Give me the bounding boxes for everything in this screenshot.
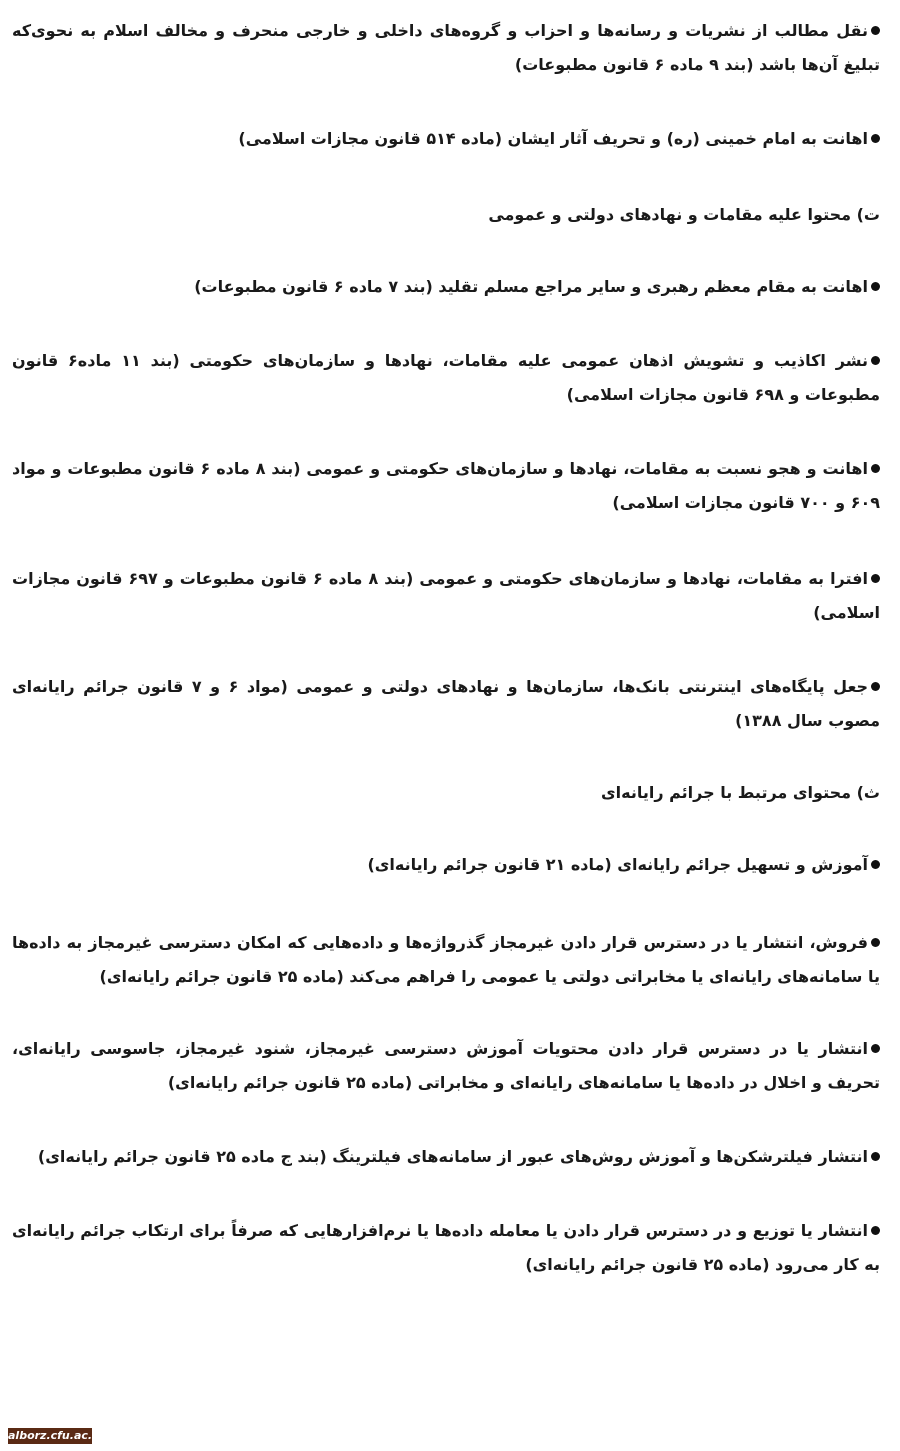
bullet-paragraph-11 [12, 1140, 880, 1174]
paragraph-text: جعل پایگاه‌های اینترنتی بانک‌ها، سازمان‌ها و نهادهای دولتی و عمومی (مواد ۶ و ۷ قانون جرائم رایانه‌ای مصوب سال ۱۳۸۸) [12, 677, 880, 730]
bullet-paragraph-5 [12, 452, 880, 520]
bullet-paragraph-2 [12, 122, 880, 156]
bullet-icon [871, 1226, 880, 1235]
bullet-icon [871, 26, 880, 35]
bullet-icon [871, 1152, 880, 1161]
bullet-paragraph-6 [12, 562, 880, 630]
bullet-paragraph-3 [12, 270, 880, 304]
bullet-icon [871, 1044, 880, 1053]
heading-text: ث) محتوای مرتبط با جرائم رایانه‌ای [600, 783, 880, 802]
logo-text: alborz.cfu.ac.ir [8, 1429, 102, 1442]
bullet-icon [871, 574, 880, 583]
paragraph-text: اهانت و هجو نسبت به مقامات، نهادها و سازمان‌های حکومتی و عمومی (بند ۸ ماده ۶ قانون مطبوعات و مواد ۶۰۹ و ۷۰۰ قانون مجازات اسلامی) [12, 459, 880, 512]
paragraph-text: فروش، انتشار یا در دسترس قرار دادن غیرمجاز گذرواژه‌ها و داده‌هایی که امکان دسترسی غیرمجاز به داده‌ها یا سامانه‌های رایانه‌ای یا مخابراتی دولتی یا عمومی را فراهم می‌کند (ماده ۲۵ قانون جرائم رایانه‌ای) [12, 933, 880, 986]
paragraph-text: افترا به مقامات، نهادها و سازمان‌های حکومتی و عمومی (بند ۸ ماده ۶ قانون مطبوعات و ۶۹۷ قانون مجازات اسلامی) [12, 569, 880, 622]
bullet-icon [871, 356, 880, 365]
bullet-paragraph-9 [12, 926, 880, 994]
site-logo [8, 1428, 102, 1444]
bullet-paragraph-1 [12, 14, 880, 82]
bullet-icon [871, 282, 880, 291]
paragraph-text: انتشار فیلترشکن‌ها و آموزش روش‌های عبور از سامانه‌های فیلترینگ (بند ج ماده ۲۵ قانون جرائم رایانه‌ای) [37, 1147, 868, 1166]
paragraph-text: اهانت به امام خمینی (ره) و تحریف آثار ایشان (ماده ۵۱۴ قانون مجازات اسلامی) [238, 129, 868, 148]
bullet-paragraph-4 [12, 344, 880, 412]
section-heading-t [12, 198, 880, 232]
section-heading-th [12, 776, 880, 810]
paragraph-text: انتشار یا توزیع و در دسترس قرار دادن یا معامله داده‌ها یا نرم‌افزارهایی که صرفاً برای ارتکاب جرائم رایانه‌ای به کار می‌رود (ماده ۲۵ قانون جرائم رایانه‌ای) [12, 1221, 880, 1274]
heading-text: ت) محتوا علیه مقامات و نهادهای دولتی و عمومی [488, 205, 880, 224]
bullet-icon [871, 682, 880, 691]
paragraph-text: آموزش و تسهیل جرائم رایانه‌ای (ماده ۲۱ قانون جرائم رایانه‌ای) [367, 855, 868, 874]
paragraph-text: نقل مطالب از نشریات و رسانه‌ها و احزاب و گروه‌های داخلی و خارجی منحرف و مخالف اسلام به نحوی‌که تبلیغ آن‌ها باشد (بند ۹ ماده ۶ قانون مطبوعات) [12, 21, 880, 74]
bullet-icon [871, 938, 880, 947]
bullet-paragraph-7 [12, 670, 880, 738]
bullet-icon [871, 860, 880, 869]
paragraph-text: نشر اکاذیب و تشویش اذهان عمومی علیه مقامات، نهادها و سازمان‌های حکومتی (بند ۱۱ ماده۶ قانون مطبوعات و ۶۹۸ قانون مجازات اسلامی) [12, 351, 880, 404]
bullet-paragraph-12 [12, 1214, 880, 1282]
bullet-paragraph-10 [12, 1032, 880, 1100]
bullet-paragraph-8 [12, 848, 880, 882]
bullet-icon [871, 134, 880, 143]
paragraph-text: اهانت به مقام معظم رهبری و سایر مراجع مسلم تقلید (بند ۷ ماده ۶ قانون مطبوعات) [194, 277, 868, 296]
bullet-icon [871, 464, 880, 473]
paragraph-text: انتشار یا در دسترس قرار دادن محتویات آموزش دسترسی غیرمجاز، شنود غیرمجاز، جاسوسی رایانه‌ای، تحریف و اخلال در داده‌ها یا سامانه‌های رایانه‌ای و مخابراتی (ماده ۲۵ قانون جرائم رایانه‌ای) [12, 1039, 880, 1092]
